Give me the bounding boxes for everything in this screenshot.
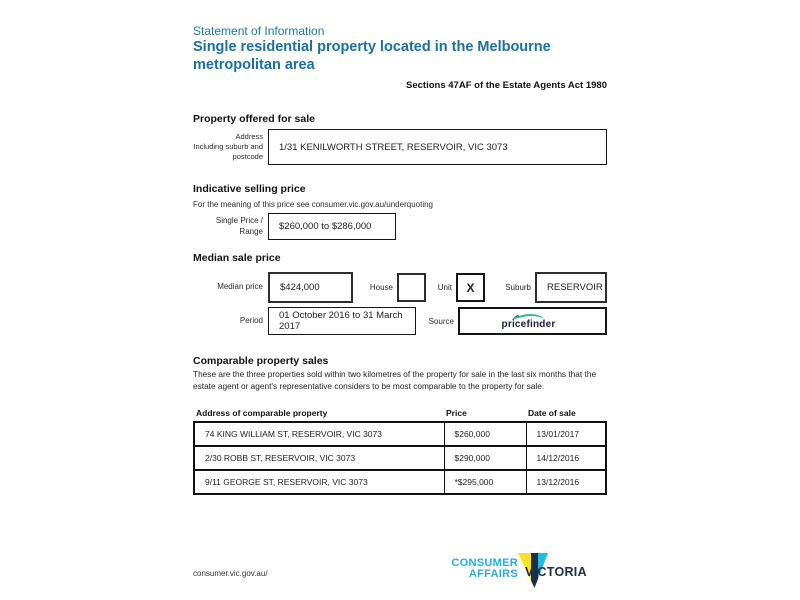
- document-eyebrow: Statement of Information: [193, 24, 325, 38]
- table-row: [194, 470, 606, 494]
- source-label: Source: [428, 316, 454, 326]
- address-label-line3: postcode: [232, 151, 263, 161]
- footer-url: consumer.vic.gov.au/: [193, 569, 268, 578]
- pricefinder-wordmark: pricefinder: [501, 318, 556, 330]
- period-label: Period: [239, 315, 263, 325]
- section-heading-median-price: Median sale price: [193, 252, 281, 264]
- house-label: House: [369, 283, 393, 292]
- column-header-date: Date of sale: [526, 406, 606, 422]
- table-row: [194, 446, 606, 470]
- price-range-value: $260,000 to $286,000: [268, 213, 396, 240]
- cell-address: 9/11 GEORGE ST, RESERVOIR, VIC 3073: [194, 470, 444, 494]
- suburb-value: RESERVOIR: [535, 272, 607, 303]
- cav-logo-affairs: AFFAIRS: [468, 568, 518, 580]
- act-reference: Sections 47AF of the Estate Agents Act 1980: [406, 80, 607, 91]
- cell-price: *$295,000: [444, 470, 526, 494]
- address-field-label: [193, 132, 268, 161]
- median-price-row: [193, 272, 607, 303]
- cell-date: 13/01/2017: [526, 422, 606, 446]
- section-heading-indicative-price: Indicative selling price: [193, 183, 306, 195]
- cav-logo-victoria: VICTORIA: [525, 565, 587, 579]
- column-header-address: Address of comparable property: [194, 406, 444, 422]
- unit-checkbox: X: [456, 273, 485, 302]
- consumer-affairs-victoria-logo: [451, 550, 608, 592]
- median-price-label: Median price: [217, 282, 263, 292]
- section-heading-property-offered: Property offered for sale: [193, 113, 315, 125]
- period-value: 01 October 2016 to 31 March 2017: [268, 307, 416, 335]
- cell-address: 74 KING WILLIAM ST, RESERVOIR, VIC 3073: [194, 422, 444, 446]
- cell-price: $260,000: [444, 422, 526, 446]
- cell-date: 14/12/2016: [526, 446, 606, 470]
- comparable-sales-description: These are the three properties sold within two kilometres of the property for sale in the last six months that the estate agent or agent's representative considers to be most comparable to the property for sale.: [193, 369, 597, 391]
- table-row: [194, 422, 606, 446]
- median-price-value: $424,000: [268, 272, 353, 303]
- address-field-row: [193, 129, 607, 165]
- period-source-row: [193, 307, 607, 335]
- cav-logo-consumer: CONSUMER: [451, 557, 518, 569]
- suburb-label: Suburb: [505, 283, 531, 292]
- table-header-row: [194, 406, 606, 422]
- address-label-line2: Including suburb and: [193, 142, 263, 152]
- pricefinder-logo: [502, 313, 564, 330]
- cell-date: 13/12/2016: [526, 470, 606, 494]
- column-header-price: Price: [444, 406, 526, 422]
- address-label-line1: Address: [235, 132, 263, 142]
- price-range-label: Single Price / Range: [215, 216, 263, 236]
- cell-address: 2/30 ROBB ST, RESERVOIR, VIC 3073: [194, 446, 444, 470]
- unit-label: Unit: [437, 283, 452, 292]
- cell-price: $290,000: [444, 446, 526, 470]
- price-range-row: [193, 213, 607, 240]
- house-checkbox: [397, 273, 426, 302]
- underquoting-note: For the meaning of this price see consumer.vic.gov.au/underquoting: [193, 200, 433, 209]
- section-heading-comparable-sales: Comparable property sales: [193, 355, 329, 367]
- source-logo-box: [458, 307, 607, 335]
- comparable-sales-table: [193, 406, 607, 495]
- address-field-value: 1/31 KENILWORTH STREET, RESERVOIR, VIC 3073: [268, 129, 607, 165]
- page-title: Single residential property located in the Melbourne metropolitan area: [193, 39, 551, 73]
